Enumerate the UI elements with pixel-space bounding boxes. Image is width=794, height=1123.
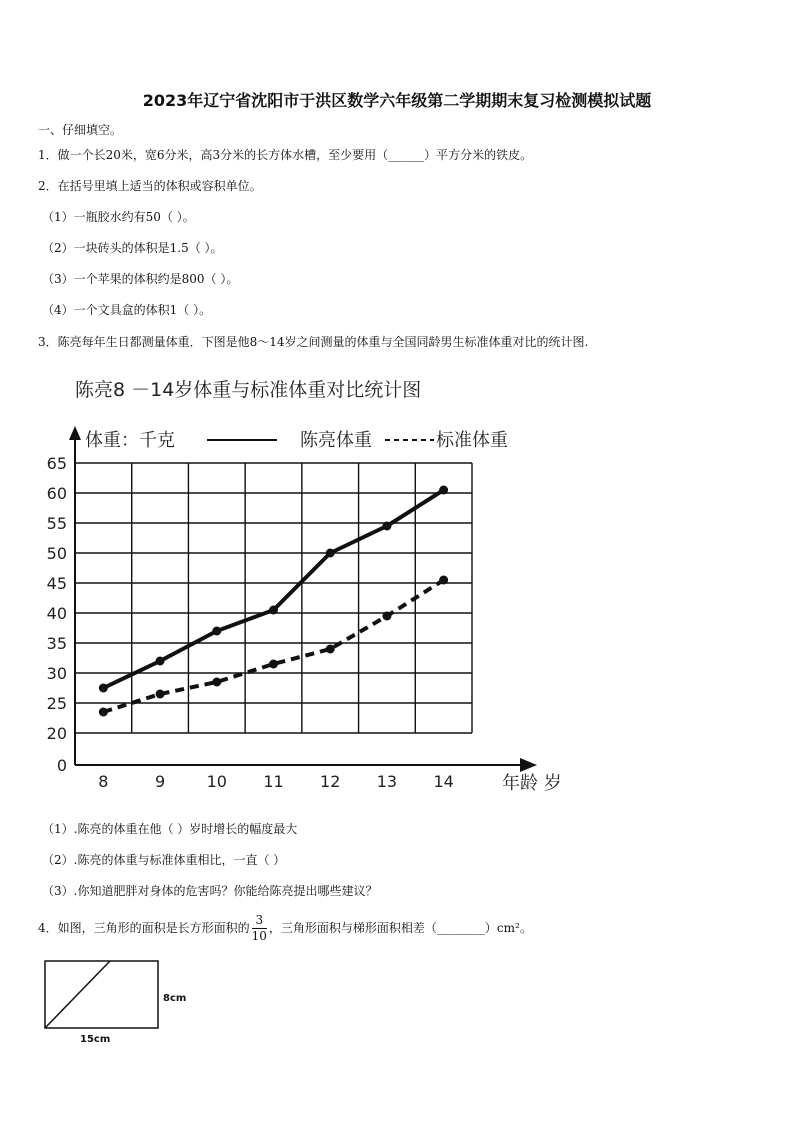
point-standard — [156, 690, 165, 699]
y-tick-label: 55 — [46, 514, 67, 533]
point-chenliang — [99, 684, 108, 693]
section-heading: 一、仔细填空。 — [38, 123, 123, 137]
point-chenliang — [269, 606, 278, 615]
question-2-item: （3）一个苹果的体积约是800（ ）。 — [42, 272, 239, 286]
width-label: 15cm — [80, 1034, 111, 1045]
rectangle-figure — [40, 955, 210, 1050]
x-tick-label: 13 — [376, 772, 398, 791]
point-standard — [99, 708, 108, 717]
x-tick-label: 12 — [320, 772, 341, 791]
x-axis-label: 年龄 岁 — [502, 773, 562, 794]
question-4-text-before: 4．如图，三角形的面积是长方形面积的 — [38, 921, 250, 935]
fraction-numerator: 3 — [252, 913, 267, 929]
question-2-item: （4）一个文具盒的体积1（ ）。 — [42, 303, 212, 317]
y-tick-label: 30 — [46, 664, 67, 683]
chart-axes — [69, 426, 537, 772]
rectangle-outline — [45, 961, 158, 1028]
y-tick-label: 50 — [46, 544, 67, 563]
question-3-sub: （1）.陈亮的体重在他（ ）岁时增长的幅度最大 — [42, 822, 298, 836]
legend-label-standard: 标准体重 — [436, 430, 508, 451]
y-axis-label: 体重：千克 — [85, 430, 175, 451]
x-tick-label: 10 — [206, 772, 227, 791]
point-chenliang — [326, 549, 335, 558]
x-tick-label: 11 — [263, 772, 284, 791]
question-4-text-after: ，三角形面积与梯形面积相差（________）cm²。 — [268, 921, 532, 935]
point-standard — [326, 645, 335, 654]
x-tick-label: 14 — [433, 772, 454, 791]
y-tick-label: 35 — [46, 634, 67, 653]
x-tick-labels — [98, 772, 454, 791]
height-label: 8cm — [163, 993, 187, 1004]
weight-line-chart — [40, 360, 580, 800]
point-chenliang — [439, 486, 448, 495]
y-tick-label: 65 — [46, 454, 67, 473]
point-standard — [439, 576, 448, 585]
chart-series — [99, 486, 448, 717]
question-4 — [38, 913, 532, 944]
legend-label-chenliang: 陈亮体重 — [300, 430, 372, 451]
y-tick-label: 20 — [46, 724, 67, 743]
point-standard — [382, 612, 391, 621]
question-3-sub: （3）.你知道肥胖对身体的危害吗？你能给陈亮提出哪些建议？ — [42, 884, 378, 898]
question-3-stem: 3．陈亮每年生日都测量体重．下图是他8～14岁之间测量的体重与全国同龄男生标准体重对比的统计图. — [38, 335, 589, 349]
x-tick-label: 9 — [154, 772, 166, 791]
y-tick-labels — [47, 454, 67, 775]
y-tick-label: 40 — [46, 604, 67, 623]
y-tick-label: 0 — [56, 756, 67, 775]
question-2-item: （1）一瓶胶水约有50（ ）。 — [42, 210, 195, 224]
y-tick-label: 60 — [46, 484, 67, 503]
y-tick-label: 45 — [46, 574, 67, 593]
question-1: 1．做一个长20米，宽6分米，高3分米的长方体水槽，至少要用（______）平方分米的铁皮。 — [38, 148, 533, 162]
series-line-standard — [103, 580, 443, 712]
y-axis-arrow — [69, 426, 81, 440]
question-3-sub: （2）.陈亮的体重与标准体重相比，一直（ ） — [42, 853, 286, 867]
x-tick-label: 8 — [98, 772, 109, 791]
x-axis-arrow — [520, 758, 537, 772]
y-tick-label: 25 — [46, 694, 67, 713]
point-chenliang — [212, 627, 221, 636]
chart-title: 陈亮8 －14岁体重与标准体重对比统计图 — [75, 379, 422, 401]
question-2-stem: 2．在括号里填上适当的体积或容积单位。 — [38, 179, 262, 193]
point-chenliang — [382, 522, 391, 531]
diagonal-line — [45, 961, 110, 1028]
question-2-item: （2）一块砖头的体积是1.5（ ）。 — [42, 241, 223, 255]
fraction — [252, 913, 267, 944]
fraction-denominator: 10 — [251, 929, 267, 943]
page-title: 2023年辽宁省沈阳市于洪区数学六年级第二学期期末复习检测模拟试题 — [142, 91, 652, 110]
series-line-chenliang — [103, 490, 443, 688]
point-chenliang — [156, 657, 165, 666]
point-standard — [269, 660, 278, 669]
point-standard — [212, 678, 221, 687]
